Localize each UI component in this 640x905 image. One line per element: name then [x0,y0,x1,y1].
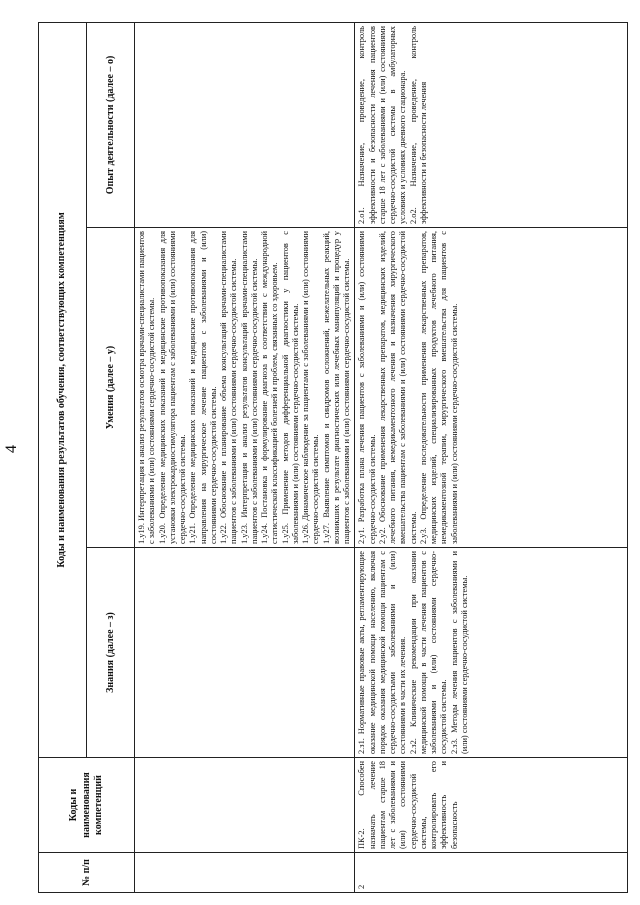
skill-item: 2.у2. Обоснование применения лекарственных препаратов, медицинских изделий, лечебного питания, немедикаментозного лечения и назначения хирургического вмешательства пациентам с заболеваниями и (или) состояниями сердечно-сосудистой системы. [377,231,418,544]
header-results: Коды и наименования результатов обучения, соответствующих компетенциям [39,23,87,758]
skill-item: 1.у24. Постановка и формулирование диагноза в соответствии с международной статистической классификацией болезней и проблем, связанных со здоровьем. [260,231,280,544]
skill-item: 1.у25. Применение методов дифференциальной диагностики у пациентов с заболеваниями и (или) состояниями сердечно-сосудистой системы. [280,231,300,544]
header-knowledge: Знания (далее – з) [87,548,135,758]
row1-experience [135,23,355,228]
header-codes: Коды и наименования компетенций [39,758,135,853]
row2-skills [355,228,628,548]
rotated-table-wrapper [38,23,628,893]
skill-item: 2.у3. Определение последовательности применения лекарственных препаратов, медицинских изделий, специализированных продуктов лечебного питания, немедикаментозной терапии, хирургического вмешательства для пациентов с заболеваниями и (или) состояниями сердечно-сосудистой системы. [418,231,459,544]
competency-code: ПК-2. Способен назначать лечение пациентам старше 18 лет с заболеваниями и (или) состояниями сердечно-сосудистой системы, контролировать его эффективность и безопасность [357,761,459,849]
skill-item: 1.у27. Выявление симптомов и синдромов осложнений, нежелательных реакций, возникших в результате диагностических или лечебных манипуляций и процедур у пациентов с заболеваниями и (или) состояниями сердечно-сосудистой системы. [321,231,352,544]
skill-item: 1.у20. Определение медицинских показаний и медицинские противопоказания для установки электрокардиостимулятора пациентам с заболеваниями и (или) состояниями сердечно-сосудистой системы. [157,231,188,544]
row1-skills [135,228,355,548]
header-num: № п/п [39,853,135,893]
skill-item: 1.у23. Интерпретация и анализ результатов консультаций врачами-специалистами пациентов с заболеваниями и (или) состояниями сердечно-сосудистой системы. [239,231,259,544]
table-row [135,23,355,893]
skill-item: 1.у19. Интерпретация и анализ результатов осмотра врачами-специалистами пациентов с заболеваниями и (или) состояниями сердечно-сосудистой системы. [137,231,157,544]
row1-num [135,853,355,893]
row2-num: 2 [355,853,628,893]
competency-table [38,22,628,893]
knowledge-item: 2.з2. Клинические рекомендации при оказании медицинской помощи в части лечения пациентов с заболеваниями и (или) состояниями сердечно-сосудистой системы. [408,551,449,754]
skill-item: 1.у26. Динамическое наблюдение за пациентами с заболеваниями и (или) состояниями сердечно-сосудистой системы. [301,231,321,544]
row2-knowledge [355,548,628,758]
table-row [355,23,628,893]
page-number: 4 [3,445,20,453]
row1-code [135,758,355,853]
skill-item: 2.у1. Разработка плана лечения пациентов с заболеваниями и (или) состояниями сердечно-сосудистой системы. [357,231,377,544]
row1-knowledge [135,548,355,758]
header-skills: Умения (далее – у) [87,228,135,548]
row2-code [355,758,628,853]
knowledge-item: 2.з1. Нормативные правовые акты, регламентирующие оказание медицинской помощи населению, включая порядок оказания медицинской помощи пациентам с сердечно-сосудистыми заболеваниями и (или) состояниями в части их лечения. [357,551,408,754]
experience-item: 2.о1. Назначение, проведение, контроль эффективности и безопасности лечения пациентов старше 18 лет с заболеваниями и (или) состояниями сердечно-сосудистой системы в амбулаторных условиях и условиях дневного стационара. [357,26,408,224]
experience-item: 2.о2. Назначение, проведение, контроль эффективности и безопасности лечения [408,26,428,224]
header-experience: Опыт деятельности (далее – о) [87,23,135,228]
row2-experience [355,23,628,228]
knowledge-item: 2.з3. Методы лечения пациентов с заболеваниями и (или) состояниями сердечно-сосудистой системы. [449,551,469,754]
skill-item: 1.у22. Обоснование и планирование объема консультаций врачами-специалистами пациентов с заболеваниями и (или) состояниями сердечно-сосудистой системы. [219,231,239,544]
skill-item: 1.у21. Определение медицинских показаний и медицинские противопоказания для направления на хирургическое лечение пациентов с заболеваниями и (или) состояниями сердечно-сосудистой системы. [188,231,218,544]
